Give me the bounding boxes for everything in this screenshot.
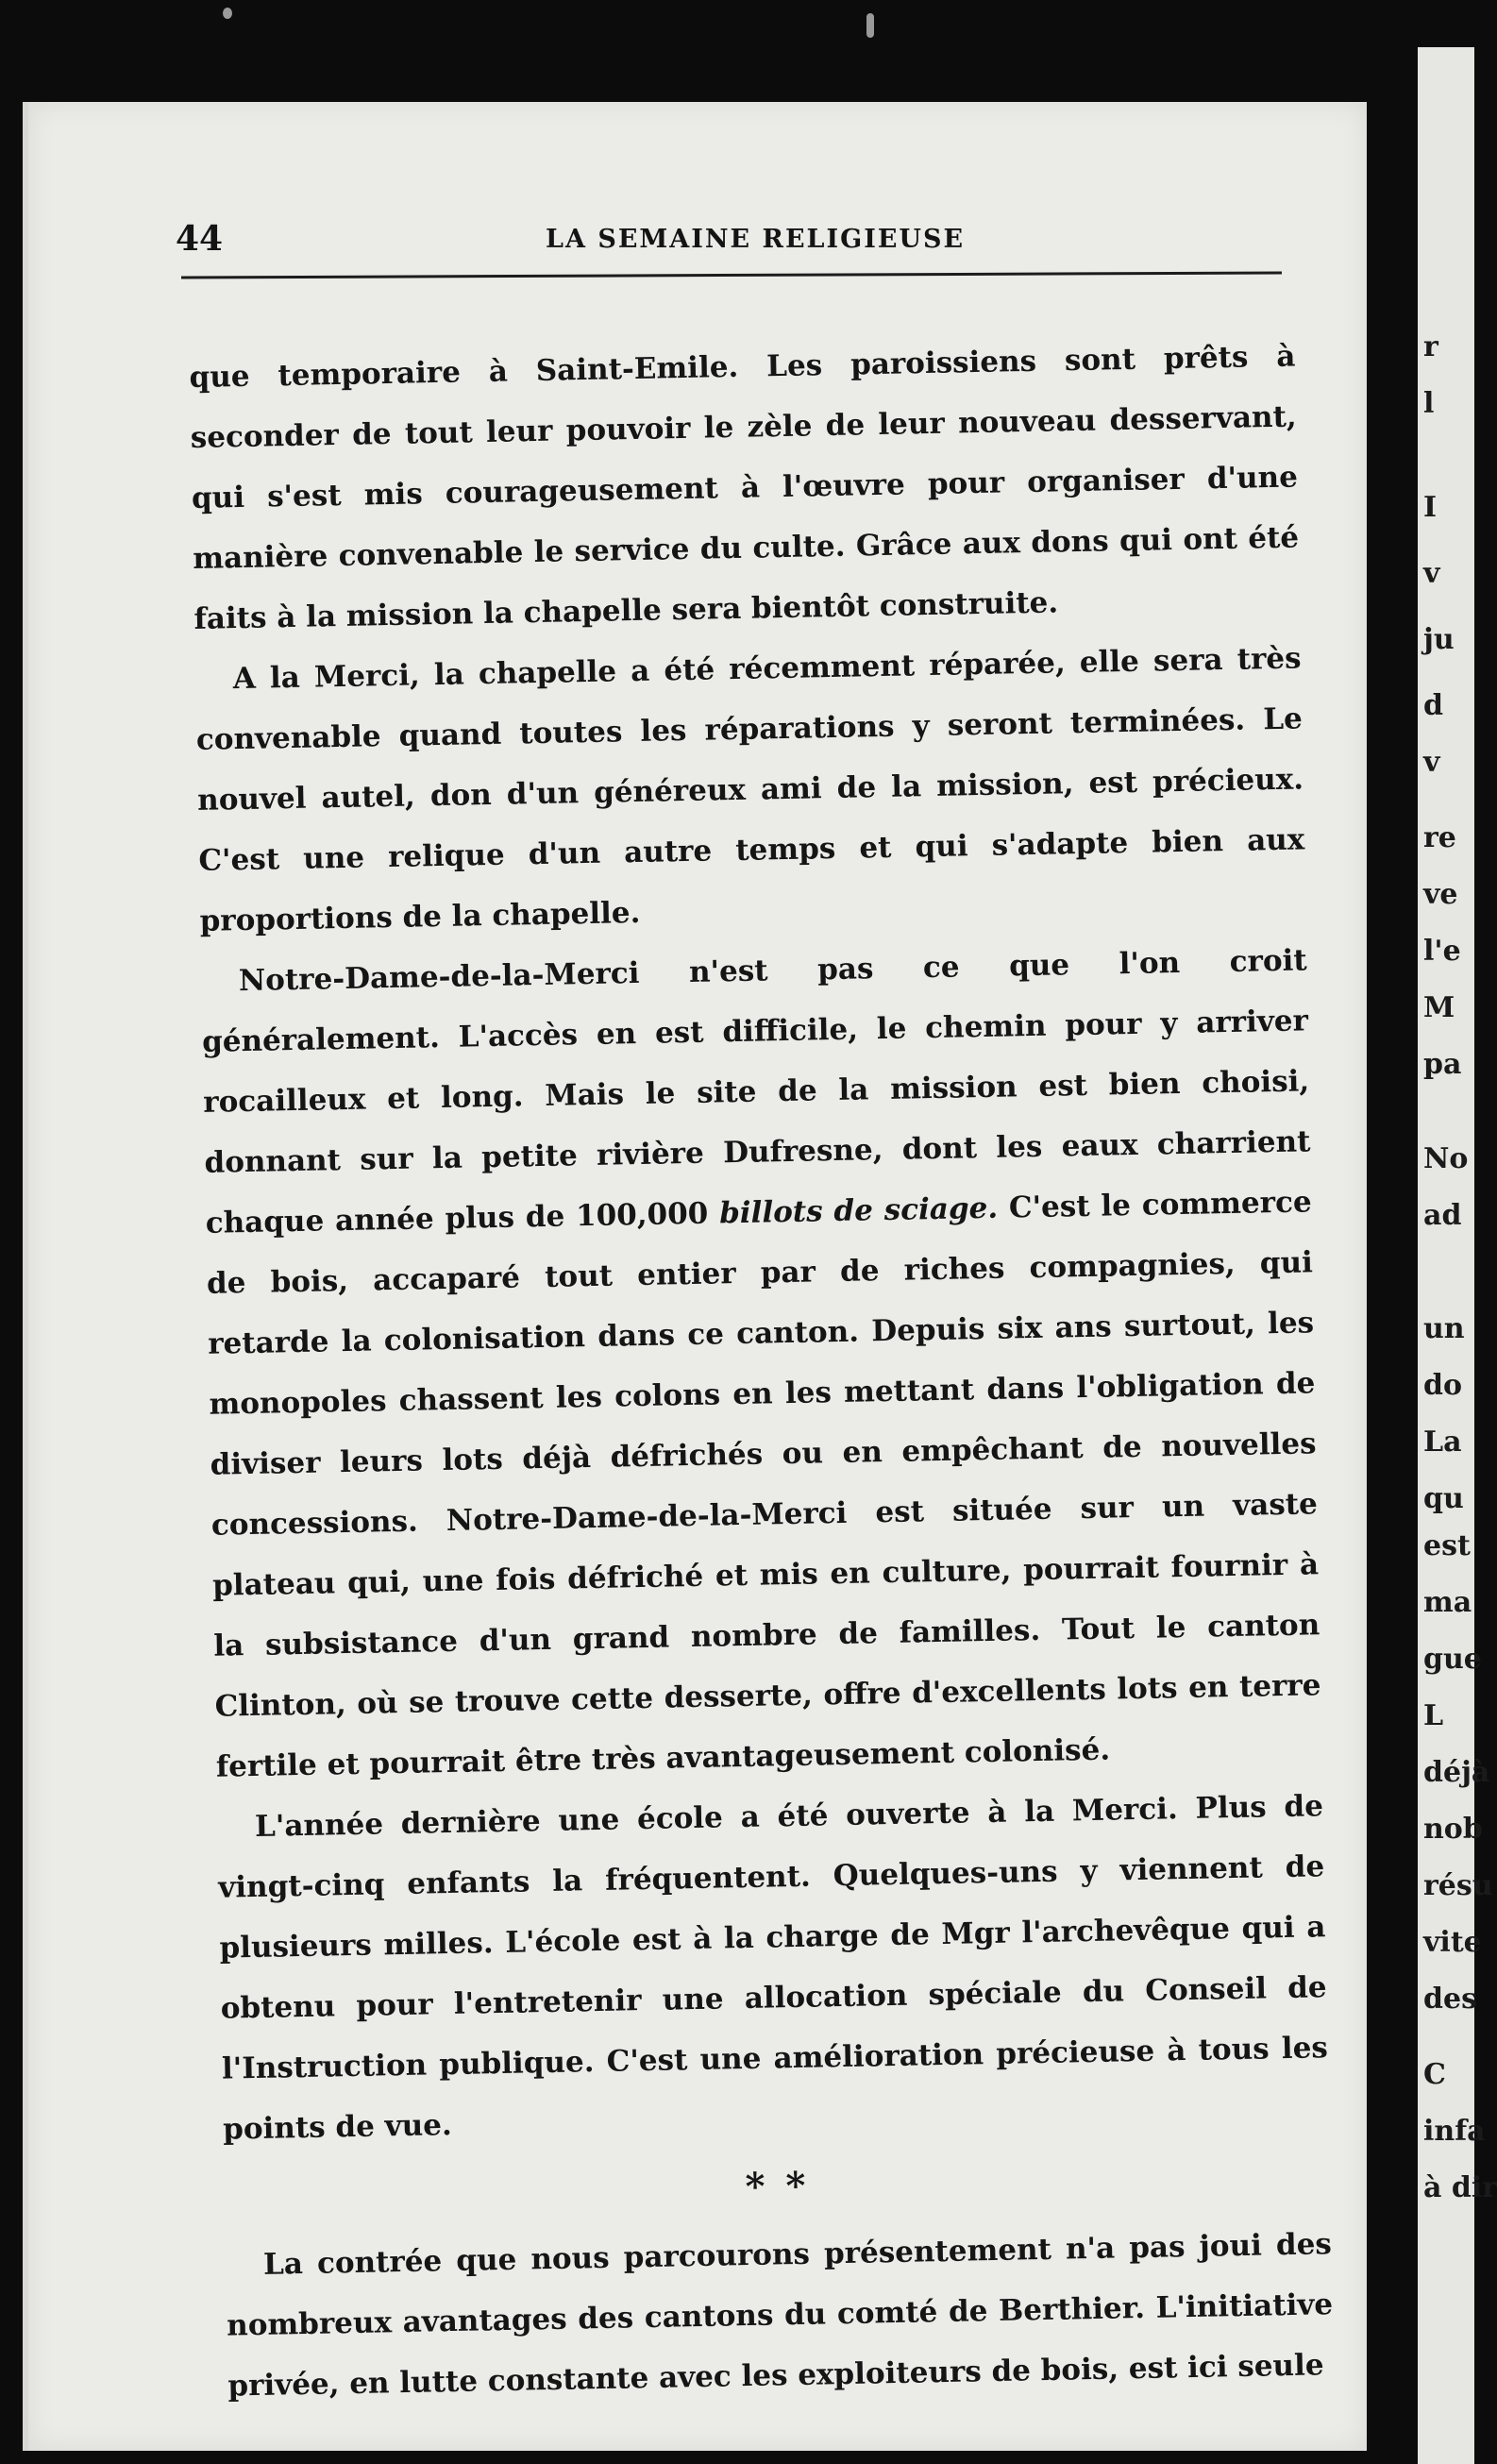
- paragraph-text: Notre-Dame-de-la-Merci n'est pas ce que l'on croit généralement. L'accès en est difficile, le chemin pour y arriver rocailleux et long. Mais le site de la mission est bien choisi, donnant sur la petite rivière Dufresne, dont les eaux charrient chaque année plus de 100,000: [201, 943, 1311, 1240]
- facing-page-fragment: déjà: [1423, 1756, 1490, 1789]
- paragraph: A la Merci, la chapelle a été récemment réparée, elle sera très convenable quand toutes les réparations y seront terminées. Le nouvel autel, don d'un généreux ami de la mission, est précieux. C'est une relique d'un autre temps et qui s'adapte bien aux proportions de la chapelle.: [195, 641, 1305, 938]
- facing-page-fragment: gue: [1423, 1643, 1482, 1676]
- facing-page-fragment: r: [1423, 330, 1438, 363]
- facing-page-fragment: v: [1423, 557, 1440, 590]
- facing-page-fragment: nob: [1423, 1813, 1483, 1846]
- facing-page-fragment: ju: [1423, 623, 1455, 656]
- facing-page-fragment: ad: [1423, 1199, 1462, 1232]
- facing-page-fragment: re: [1423, 821, 1456, 854]
- section-separator: * *: [745, 2163, 810, 2210]
- scan-speck: [866, 13, 874, 38]
- article-body: [189, 327, 1335, 2417]
- facing-page-fragment: d: [1423, 689, 1443, 722]
- facing-page-fragment: L: [1423, 1699, 1444, 1732]
- facing-page-fragment: pa: [1423, 1048, 1462, 1081]
- facing-page-fragment: à dir: [1423, 2171, 1497, 2204]
- paragraph: La contrée que nous parcourons présentement n'a pas joui des nombreux avantages des cantons du comté de Berthier. L'initiative privée, en lutte constante avec les exploiteurs de bois, est ici seule: [226, 2227, 1334, 2404]
- facing-page-fragment: un: [1423, 1312, 1465, 1345]
- facing-page-fragment: I: [1423, 491, 1438, 524]
- facing-page-fragment: v: [1423, 746, 1440, 779]
- facing-page-fragment: C: [1423, 2058, 1446, 2091]
- scan-speck: [223, 8, 232, 19]
- facing-page-fragment: l: [1423, 387, 1435, 420]
- facing-page-edge: [1418, 47, 1497, 2464]
- facing-page-fragment: M: [1423, 991, 1455, 1024]
- facing-page-fragment: infa: [1423, 2115, 1486, 2148]
- running-title: LA SEMAINE RELIGIEUSE: [546, 225, 966, 254]
- facing-page-fragment: do: [1423, 1369, 1462, 1402]
- paragraph: que temporaire à Saint-Emile. Les paroissiens sont prêts à seconder de tout leur pouvoir le zèle de leur nouveau desservant, qui s'est mis courageusement à l'œuvre pour organiser d'une manière convenable le service du culte. Grâce aux dons qui ont été faits à la mission la chapelle sera bientôt construite.: [189, 339, 1300, 636]
- facing-page-fragment: est: [1423, 1529, 1471, 1562]
- page-number: 44: [176, 219, 224, 259]
- page-header: [176, 215, 1280, 268]
- paragraph-text: C'est le commerce de bois, accaparé tout entier par de riches compagnies, qui retarde la colonisation dans ce canton. Depuis six ans surtout, les monopoles chassent les colons en les mettant dans l'obligation de diviser leurs lots déjà défrichés ou en empêchant de nouvelles concessions. Notre-Dame-de-la-Merci est située sur un vaste plateau qui, une fois défriché et mis en culture, pourrait fournir à la subsistance d'un grand nombre de familles. Tout le canton Clinton, où se trouve cette desserte, offre d'excellents lots en terre fertile et pourrait être très avantageusement colonisé.: [206, 1185, 1321, 1784]
- italic-phrase: billots de sciage.: [718, 1190, 999, 1231]
- facing-page-fragment: ve: [1423, 878, 1458, 911]
- facing-page-fragment: qu: [1423, 1482, 1464, 1515]
- facing-page-fragment: No: [1423, 1142, 1469, 1175]
- facing-page-fragment: ma: [1423, 1586, 1472, 1619]
- facing-page-fragment: des: [1423, 1983, 1477, 2016]
- paragraph: L'année dernière une école a été ouverte à la Merci. Plus de vingt-cinq enfants la fréquentent. Quelques-uns y viennent de plusieurs milles. L'école est à la charge de Mgr l'archevêque qui a obtenu pour l'entretenir une allocation spéciale du Conseil de l'Instruction publique. C'est une amélioration précieuse à tous les points de vue.: [217, 1789, 1329, 2147]
- facing-page-fragment: l'e: [1423, 935, 1461, 968]
- facing-page-fragment: La: [1423, 1426, 1462, 1459]
- paragraph: [200, 930, 1322, 1797]
- facing-page-fragment: résu: [1423, 1869, 1493, 1902]
- facing-page-fragment: vite: [1423, 1926, 1482, 1959]
